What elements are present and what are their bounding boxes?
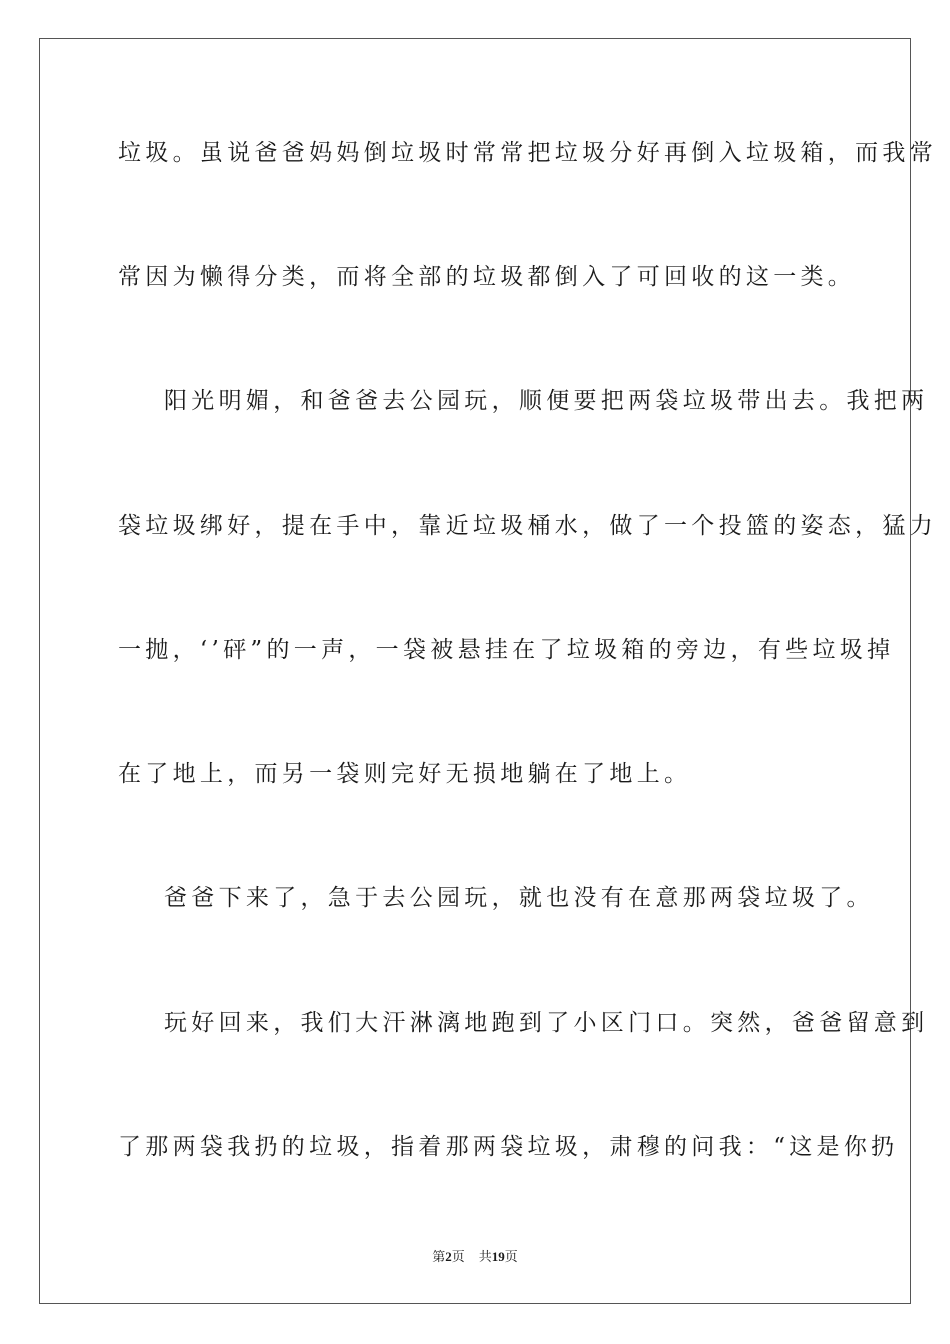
page-border — [39, 38, 937, 1304]
text-line-3: 阳光明媚，和爸爸去公园玩，顺便要把两袋垃圾带出去。我把两 — [164, 388, 929, 414]
total-page-count: 19 — [491, 1249, 505, 1264]
text-line-8: 玩好回来，我们大汗淋漓地跑到了小区门口。突然，爸爸留意到 — [164, 1010, 929, 1036]
text-line-6: 在了地上，而另一袋则完好无损地躺在了地上。 — [118, 761, 692, 787]
text-line-9: 了那两袋我扔的垃圾，指着那两袋垃圾，肃穆的问我：“这是你扔 — [118, 1134, 899, 1160]
text-line-5: 一抛，‘’砰”的一声，一袋被悬挂在了垃圾箱的旁边，有些垃圾掉 — [118, 637, 895, 663]
text-line-4: 袋垃圾绑好，提在手中，靠近垃圾桶水，做了一个投篮的姿态，猛力 — [118, 513, 937, 539]
text-line-2: 常因为懒得分类，而将全部的垃圾都倒入了可回收的这一类。 — [118, 264, 856, 290]
page-prefix: 第 — [432, 1250, 446, 1265]
text-line-1: 垃圾。虽说爸爸妈妈倒垃圾时常常把垃圾分好再倒入垃圾箱，而我常 — [118, 140, 937, 166]
total-suffix: 页 — [504, 1250, 518, 1265]
page-suffix: 页 — [451, 1250, 465, 1265]
total-prefix: 共 — [478, 1250, 492, 1265]
page-footer — [0, 1248, 950, 1267]
current-page-number: 2 — [445, 1249, 452, 1264]
text-line-7: 爸爸下来了，急于去公园玩，就也没有在意那两袋垃圾了。 — [164, 885, 874, 911]
